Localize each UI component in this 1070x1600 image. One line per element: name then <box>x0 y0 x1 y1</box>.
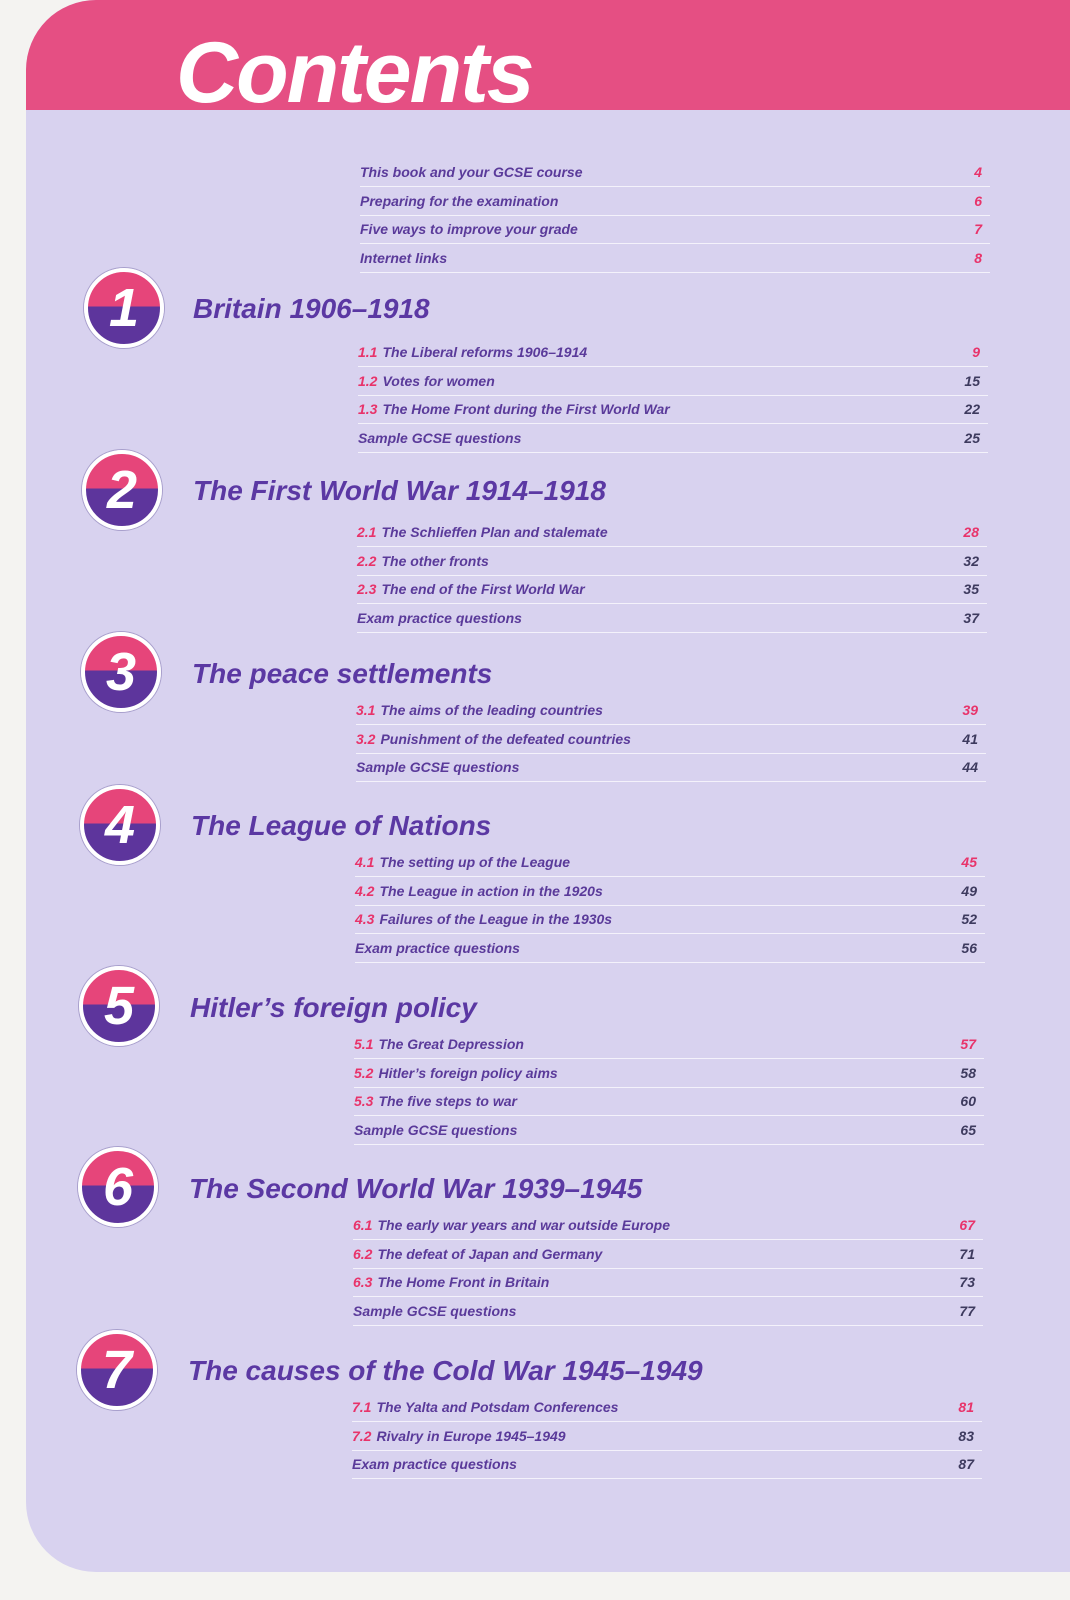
toc-entry[interactable] <box>353 1268 983 1297</box>
toc-entry[interactable] <box>354 1087 984 1116</box>
chapter-title[interactable]: The causes of the Cold War 1945–1949 <box>188 1355 703 1386</box>
page-number: 25 <box>964 429 980 446</box>
toc-entry[interactable] <box>352 1422 982 1451</box>
entry-label: Five ways to improve your grade <box>360 221 578 238</box>
page-number: 44 <box>962 759 978 776</box>
chapter-number-badge <box>80 785 160 865</box>
entry-label: The end of the First World War <box>381 581 585 598</box>
toc-entry[interactable] <box>356 753 986 782</box>
page-number: 65 <box>960 1121 976 1138</box>
toc-entry[interactable] <box>354 1059 984 1088</box>
entry-label: Votes for women <box>382 372 495 389</box>
section-number: 7.2 <box>352 1427 372 1444</box>
entry-label: Hitler’s foreign policy aims <box>378 1064 558 1081</box>
section-number: 3.2 <box>356 730 376 747</box>
section-number: 3.1 <box>356 702 376 718</box>
page-number: 56 <box>961 939 977 956</box>
chapter-title[interactable]: The Second World War 1939–1945 <box>189 1173 643 1204</box>
entry-label: Internet links <box>360 249 448 266</box>
section-number: 5.3 <box>354 1093 374 1110</box>
contents-page <box>26 0 1070 1572</box>
toc-entry[interactable] <box>358 338 988 367</box>
page-number: 22 <box>964 401 980 418</box>
chapter-number: 7 <box>101 1340 133 1400</box>
section-number: 2.2 <box>357 552 377 569</box>
entry-label: The five steps to war <box>378 1093 517 1110</box>
section-number: 1.2 <box>358 372 378 389</box>
entry-label: The setting up of the League <box>379 854 571 870</box>
page-number: 39 <box>962 702 978 718</box>
chapter-title[interactable]: The League of Nations <box>191 810 492 841</box>
chapter-number-badge <box>82 450 162 530</box>
toc-entry[interactable] <box>360 158 990 187</box>
toc-entry[interactable] <box>360 244 990 273</box>
page-number: 81 <box>958 1399 974 1415</box>
toc-entry[interactable] <box>356 696 986 725</box>
section-number: 4.3 <box>355 911 375 928</box>
section-number: 4.1 <box>355 854 375 870</box>
entry-label: Rivalry in Europe 1945–1949 <box>376 1427 566 1444</box>
page-title: Contents <box>176 25 533 121</box>
toc-entry[interactable] <box>357 547 987 576</box>
toc-entry[interactable] <box>355 934 985 963</box>
chapter-title[interactable]: The First World War 1914–1918 <box>193 475 606 506</box>
entry-label: The Great Depression <box>378 1036 524 1052</box>
page-number: 87 <box>958 1456 974 1473</box>
chapter-number: 3 <box>105 642 137 702</box>
toc-entry[interactable] <box>357 604 987 633</box>
toc-entry[interactable] <box>360 215 990 244</box>
header-band <box>26 0 1070 121</box>
page-number: 41 <box>962 730 978 747</box>
entry-label: Sample GCSE questions <box>356 759 520 776</box>
toc-entry[interactable] <box>357 575 987 604</box>
toc-entry[interactable] <box>356 725 986 754</box>
toc-entry[interactable] <box>354 1030 984 1059</box>
toc-entry[interactable] <box>352 1450 982 1479</box>
page-number: 45 <box>961 854 977 870</box>
toc-entry[interactable] <box>358 367 988 396</box>
page-number: 58 <box>960 1064 976 1081</box>
entry-label: The Yalta and Potsdam Conferences <box>376 1399 619 1415</box>
toc-entry[interactable] <box>355 905 985 934</box>
entry-label: Exam practice questions <box>355 939 520 956</box>
entry-label: Sample GCSE questions <box>354 1121 518 1138</box>
toc-entry[interactable] <box>355 877 985 906</box>
entry-label: The Home Front in Britain <box>377 1274 550 1291</box>
entry-label: The Liberal reforms 1906–1914 <box>382 344 588 360</box>
entry-label: The League in action in the 1920s <box>379 882 603 899</box>
entry-label: This book and your GCSE course <box>360 164 583 180</box>
page-number: 77 <box>959 1302 975 1319</box>
section-number: 6.2 <box>353 1245 373 1262</box>
entry-label: Punishment of the defeated countries <box>380 730 631 747</box>
entry-label: Sample GCSE questions <box>358 429 522 446</box>
section-number: 4.2 <box>355 882 375 899</box>
toc-entry[interactable] <box>360 187 990 216</box>
page-number: 67 <box>959 1217 975 1233</box>
page-number: 83 <box>958 1427 974 1444</box>
entry-label: The aims of the leading countries <box>380 702 603 718</box>
chapter-number-badge <box>81 632 161 712</box>
toc-entry[interactable] <box>352 1393 982 1422</box>
page-number: 9 <box>972 344 980 360</box>
toc-entry[interactable] <box>358 395 988 424</box>
page-number: 52 <box>961 911 977 928</box>
page-number: 57 <box>960 1036 976 1052</box>
page-number: 60 <box>960 1093 976 1110</box>
entry-label: The defeat of Japan and Germany <box>377 1245 603 1262</box>
entry-label: The Home Front during the First World War <box>382 401 670 418</box>
page-number: 15 <box>964 372 980 389</box>
page-number: 4 <box>974 164 982 180</box>
chapter-number-badge <box>78 1147 158 1227</box>
section-number: 7.1 <box>352 1399 372 1415</box>
section-number: 5.1 <box>354 1036 374 1052</box>
chapter-number: 2 <box>106 460 138 520</box>
entry-label: The Schlieffen Plan and stalemate <box>381 524 608 540</box>
chapter-title[interactable]: Hitler’s foreign policy <box>190 992 477 1023</box>
page-number: 32 <box>963 552 979 569</box>
chapter-number: 4 <box>104 795 136 855</box>
chapter-title[interactable]: Britain 1906–1918 <box>193 293 430 324</box>
entry-label: Failures of the League in the 1930s <box>379 911 613 928</box>
entry-label: The early war years and war outside Europe <box>377 1217 671 1233</box>
page-number: 73 <box>959 1274 975 1291</box>
chapter-number-badge <box>79 966 159 1046</box>
section-number: 5.2 <box>354 1064 374 1081</box>
page-number: 71 <box>959 1245 975 1262</box>
page-number: 37 <box>963 609 979 626</box>
page-number: 7 <box>974 221 982 238</box>
toc-entry[interactable] <box>353 1240 983 1269</box>
chapter-number: 6 <box>102 1157 134 1217</box>
section-number: 2.3 <box>357 581 377 598</box>
entry-label: The other fronts <box>381 552 489 569</box>
page-number: 49 <box>961 882 977 899</box>
section-number: 6.3 <box>353 1274 373 1291</box>
section-number: 2.1 <box>357 524 377 540</box>
page-number: 6 <box>974 192 982 209</box>
section-number: 6.1 <box>353 1217 373 1233</box>
toc-entry[interactable] <box>354 1116 984 1145</box>
entry-label: Exam practice questions <box>352 1456 517 1473</box>
toc-entry[interactable] <box>357 518 987 547</box>
chapter-number-badge <box>84 268 164 348</box>
entry-label: Exam practice questions <box>357 609 522 626</box>
section-number: 1.1 <box>358 344 378 360</box>
page-number: 35 <box>963 581 979 598</box>
toc-entry[interactable] <box>355 848 985 877</box>
page-number: 8 <box>974 249 982 266</box>
section-number: 1.3 <box>358 401 378 418</box>
chapter-title[interactable]: The peace settlements <box>192 658 493 689</box>
toc-entry[interactable] <box>358 424 988 453</box>
toc-entry[interactable] <box>353 1297 983 1326</box>
toc-entry[interactable] <box>353 1211 983 1240</box>
chapter-number: 5 <box>103 976 135 1036</box>
chapter-number-badge <box>77 1330 157 1410</box>
page-number: 28 <box>963 524 979 540</box>
entry-label: Preparing for the examination <box>360 192 559 209</box>
entry-label: Sample GCSE questions <box>353 1302 517 1319</box>
chapter-number: 1 <box>108 278 140 338</box>
